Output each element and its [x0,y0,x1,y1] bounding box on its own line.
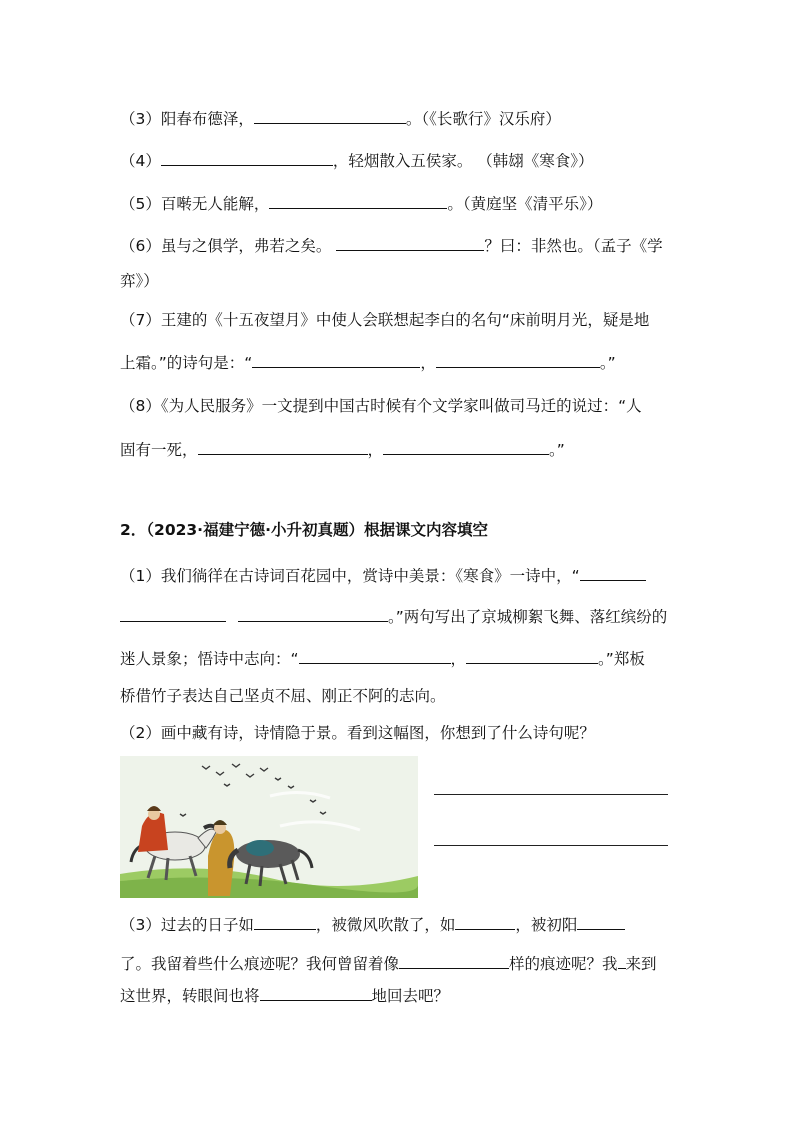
answer-blank[interactable] [260,985,372,1001]
item-text: 画中藏有诗，诗情隐于景。看到这幅图，你想到了什么诗句呢？ [160,724,595,742]
item-text: ， [420,354,436,372]
answer-blank[interactable] [466,648,598,664]
q1-item-6-cont [120,271,159,291]
poem-illustration [120,756,418,898]
answer-blank[interactable] [618,953,626,969]
answer-blank[interactable] [399,953,509,969]
item-text: 样的痕迹呢？我 [509,955,618,973]
q2-part-1-cont-b [120,648,645,669]
item-text: 。”两句写出了京城柳絮飞舞、落红缤纷的 [388,608,668,626]
item-text: 阳春布德泽， [160,110,254,128]
q1-item-6 [120,235,663,256]
answer-blank[interactable] [577,914,625,930]
item-text: 来到 [625,955,657,973]
item-number: （1） [120,567,161,585]
item-text: 。（《长歌行》汉乐府） [405,110,561,128]
item-text: 上霜。”的诗句是：“ [120,354,253,372]
answer-blank[interactable] [383,439,549,455]
answer-blank[interactable] [198,439,368,455]
item-number: （5） [120,195,161,213]
q1-item-4 [120,150,594,171]
item-text: ，被微风吹散了，如 [315,916,456,934]
item-number: （3） [120,916,161,934]
answer-blank[interactable] [254,108,406,124]
item-text: 。” [549,441,565,459]
q2-part-2 [120,723,595,743]
item-text: ， [450,650,467,668]
item-text: 《为人民服务》一文提到中国古时候有个文学家叫做司马迁的说过：“人 [160,397,642,415]
item-text: 弈》） [120,272,159,290]
item-text: 。” [599,354,616,372]
item-number: （6） [120,237,161,255]
answer-line[interactable] [434,845,668,846]
item-text: 桥借竹子表达自己坚贞不屈、刚正不阿的志向。 [120,687,446,705]
item-text: 。（黄庭坚《清平乐》） [447,195,603,213]
item-text: ，被初阳 [515,916,578,934]
item-number: （4） [120,152,161,170]
answer-line[interactable] [434,794,668,795]
item-text: ？曰：非然也。（孟子《学 [484,237,663,255]
answer-blank[interactable] [336,235,484,251]
answer-blank[interactable] [436,352,600,368]
item-text: 迷人景象；悟诗中志向：“ [120,650,299,668]
q2-part-1-cont-a [120,606,667,627]
q2-part-3-cont-a [120,953,657,974]
q1-item-3 [120,108,561,129]
item-text: 固有一死， [120,441,198,459]
q1-item-5 [120,193,602,214]
answer-blank[interactable] [580,565,646,581]
question-2-title: 2．（2023·福建宁德·小升初真题）根据课文内容填空 [120,521,488,539]
q1-item-8 [120,396,642,416]
item-text: 这世界，转眼间也将 [120,987,260,1005]
item-number: （3） [120,110,161,128]
q2-part-3 [120,914,625,935]
q1-item-7 [120,310,649,330]
answer-blank[interactable] [254,914,316,930]
item-text: 王建的《十五夜望月》中使人会联想起李白的名句“床前明月光，疑是地 [160,311,650,329]
answer-blank[interactable] [299,648,451,664]
answer-blank[interactable] [238,606,388,622]
q1-item-7-cont [120,352,616,373]
q2-part-1-cont-c [120,686,446,706]
item-text: 百啭无人能解， [160,195,270,213]
item-text: 地回去吧？ [371,987,450,1005]
q2-part-3-cont-b [120,985,449,1006]
item-text: ， [367,441,384,459]
item-text: 虽与之俱学，弗若之矣。 [160,237,337,255]
item-text: 了。我留着些什么痕迹呢？我何曾留着像 [120,955,400,973]
answer-blank[interactable] [120,606,226,622]
q2-part-1 [120,565,646,586]
item-text: 。”郑板 [598,650,645,668]
item-number: （2） [120,724,161,742]
item-text: 我们徜徉在古诗词百花园中，赏诗中美景：《寒食》一诗中，“ [160,567,580,585]
item-text: 过去的日子如 [160,916,254,934]
q1-item-8-cont [120,439,565,460]
answer-blank[interactable] [252,352,420,368]
answer-blank[interactable] [161,150,333,166]
item-text: ，轻烟散入五侯家。 （韩翃《寒食》） [332,152,594,170]
item-number: （8） [120,397,161,415]
answer-blank[interactable] [269,193,447,209]
answer-blank[interactable] [455,914,515,930]
item-number: （7） [120,311,161,329]
